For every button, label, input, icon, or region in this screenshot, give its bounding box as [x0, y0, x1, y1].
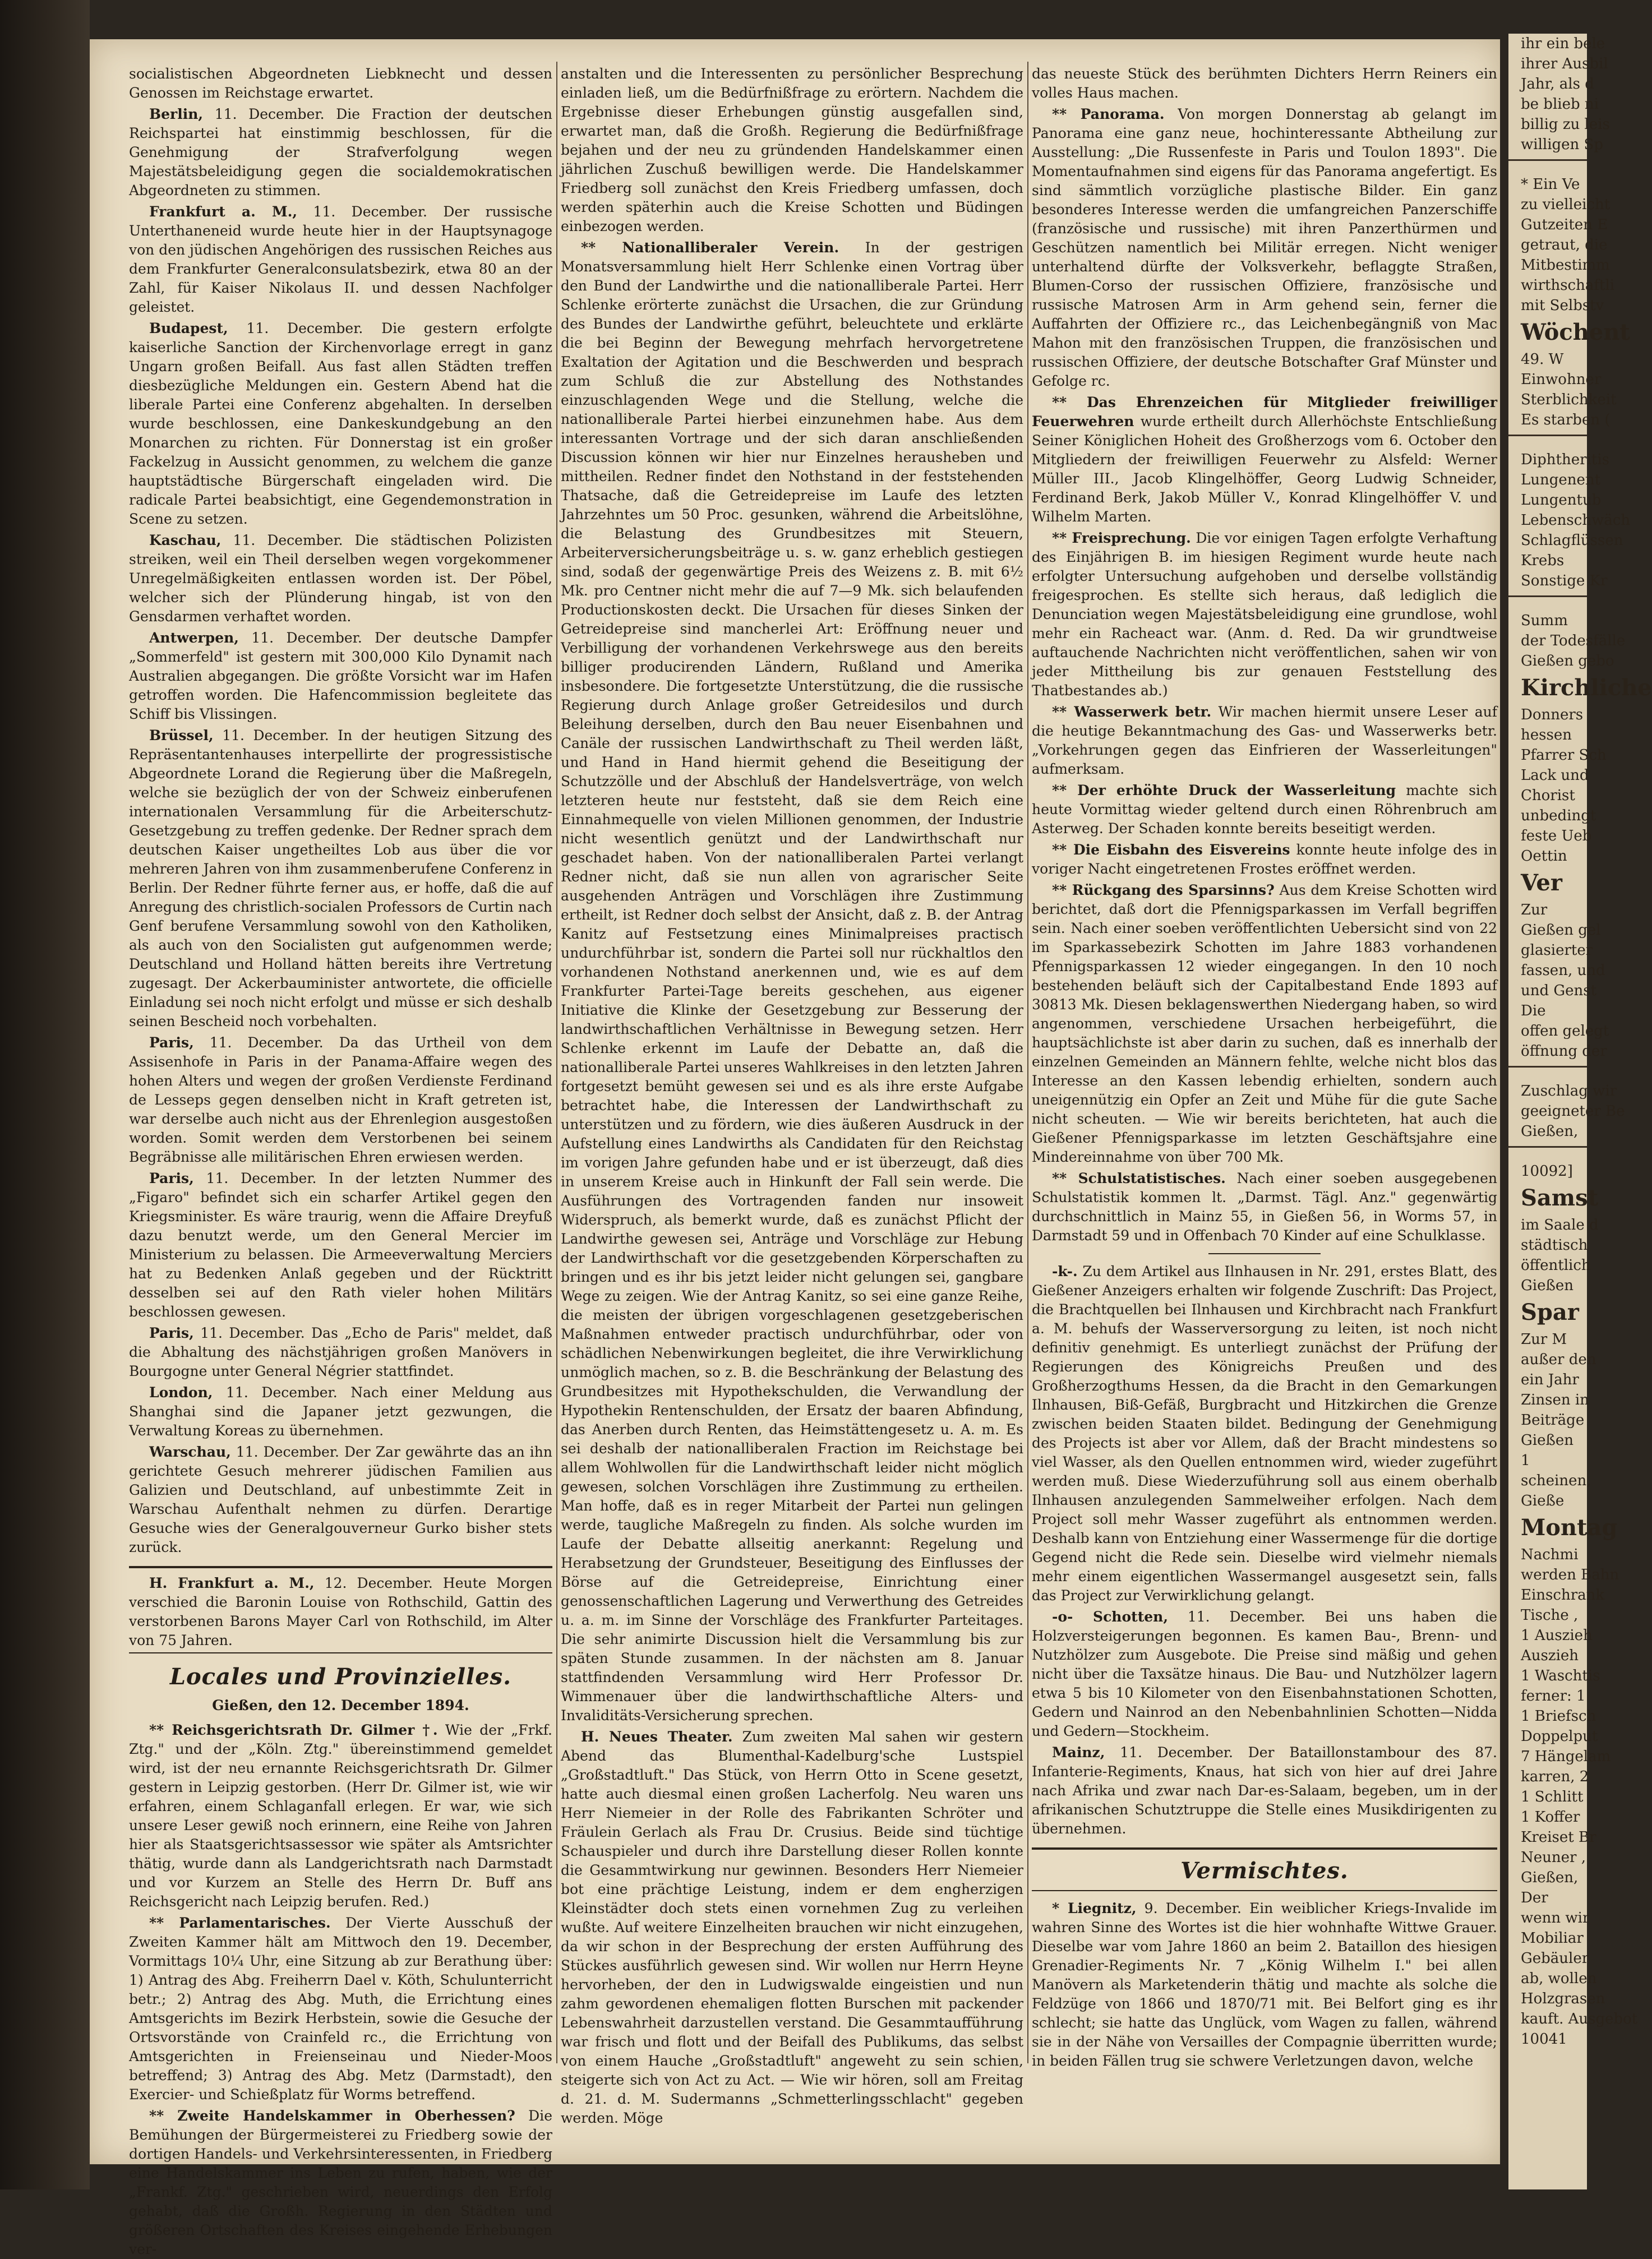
news-item-text: 11. December. Bei uns haben die Holzversteigerungen begonnen. Es kamen Bau-, Brenn- und Nutzhölzer zum Ausgebote. Die Preise sind mäßig und gehen nicht über die Taxsätze hinaus. Die Bau- und Nutzhölzer lagern etwa 5 bis 10 Kilometer von den Eisenbahnstationen Schotten, Gedern und Nainrod an den Nebenbahnlinien Schotten—Nidda und Gedern—Stockheim.: [1032, 1609, 1497, 1739]
news-item-lead: ** Panorama.: [1052, 106, 1165, 122]
news-item-lead: Paris,: [149, 1034, 194, 1051]
news-item-text: Nach einer soeben ausgegebenen Schulstatistik kommen lt. „Darmst. Tägl. Anz." gegenwärtig durchschnittlich in Mainz 55, in Gießen 56, in Worms 57, in Darmstadt 59 und in Offenbach 70 Kinder auf eine Schulklasse.: [1032, 1170, 1497, 1244]
edge-text-fragment: Zur: [1521, 902, 1548, 918]
edge-text-fragment: feste Ueb: [1521, 828, 1592, 844]
news-item-lead: Warschau,: [149, 1444, 231, 1460]
news-item: [129, 1914, 552, 2104]
news-item-text: 12. December. Heute Morgen verschied die Baronin Louise von Rothschild, Gattin des verstorbenen Barons Mayer Carl von Rothschild, im Alter von 75 Jahren.: [129, 1575, 552, 1648]
news-item: [1032, 1262, 1497, 1605]
edge-text-fragment: Schlagflüssen: [1521, 532, 1623, 549]
column-rule: [556, 62, 557, 2063]
edge-text-fragment: Doppelput: [1521, 1728, 1598, 1745]
separator-rule: [1208, 1253, 1321, 1254]
news-item-text: In der gestrigen Monatsversammlung hielt Herr Schlenke einen Vortrag über den Bund der Landwirthe und die nationalliberale Partei. Herr Schlenke erörterte zunächst die Ursachen, die zur Gründung des Bundes der Landwirthe geführt, beleuchtete und erklärte die bei Beginn der Bewegung mehrfach hervorgetretene Exaltation der Agitation und die Beschwerden und besprach zum Schluß die zur Abstellung des Nothstandes einzuschlagenden Wege und die Stellung, welche die nationalliberale Partei hierbei einzunehmen habe. Aus dem interessanten Vortrage und der sich daran anschließenden Discussion können wir hier nur Einzelnes herausheben und mittheilen. Redner findet den Nothstand in der feststehenden Thatsache, daß die Getreidepreise im Laufe des letzten Jahrzehntes um 50 Proc. gesunken, während die Arbeitslöhne, die Belastung des Grundbesitzes mit Steuern, Arbeiterversicherungsbeiträge u. s. w. ganz erheblich gestiegen sind, sodaß der gegenwärtige Preis des Weizens z. B. mit 6½ Mk. pro Centner nicht mehr die auf 7—9 Mk. sich belaufenden Productionskosten deckt. Die Ursachen für dieses Sinken der Getreidepreise sind mancherlei Art: Eröffnung neuer und Verbilligung der vorhandenen Verkehrswege aus den bereits billiger producirenden Ländern, Rußland und Amerika insbesondere. Die fortgesetzte Unterstützung, die die russische Regierung durch Anlage großer Getreidesilos und durch Beleihung derselben, durch den Bau neuer Eisenbahnen und Canäle der russischen Landwirthschaft zu Theil werden läßt, und Hand in Hand hiermit gehend die Beseitigung der Schutzzölle und der Abschluß der Handelsverträge, von welch letzteren heute nur feststeht, daß sie dem Reich eine Einnahmequelle von vielen Millionen genommen, der Industrie nicht wesentlich genützt und der Landwirthschaft nur geschadet haben. Von der nationalliberalen Partei verlangt Redner nicht, daß sie nun allen von agrarischer Seite ausgehenden Anträgen und Vorschlägen ihre Zustimmung ertheilt, ist Redner doch selbst der Ansicht, daß z. B. der Antrag Kanitz auf Festsetzung eines Minimalpreises practisch undurchführbar ist, sondern die Partei soll nur rückhaltlos den vorhandenen Nothstand anerkennen und, wie es auf dem Frankfurter Partei-Tage bereits geschehen, aus eigener Initiative die Klinke der Gesetzgebung zur Besserung der landwirthschaftlichen Verhältnisse in Bewegung setzen. Herr Schlenke erkennt im Laufe der Debatte an, daß die nationalliberale Partei unseres Wahlkreises in den letzten Jahren fortgesetzt bemüht gewesen sei und es als ihre erste Aufgabe betrachtet habe, die Interessen der Landwirthschaft zu unterstützen und zu fördern, wie dies äußeren Ausdruck in der Aufstellung eines Landwirths als Candidaten für den Reichstag im vorigen Jahre gefunden habe und er ist überzeugt, daß dies in unserem Kreise auch in Hinkunft der Fall sein werde. Die Ausführungen des Vortragenden fanden nur insoweit Widerspruch, als bemerkt wurde, daß es zunächst Pflicht der Landwirthe gewesen sei, Anträge und Vorschläge zur Hebung der Landwirthschaft vor die gesetzgebenden Körperschaften zu bringen und es ihr bis jetzt leider nicht gelungen sei, gangbare Wege zu zeigen. Wie der Antrag Kanitz, so sei eine ganze Reihe, die meisten der übrigen vorgeschlagenen gesetzgeberischen Maßnahmen entweder practisch undurchführbar, oder von schädlichen Nebenwirkungen begleitet, die ihre Verwirklichung unmöglich machen, so z. B. die Beschränkung der Belastung des Grundbesitzes mit Hypothekschulden, die Verwandlung der Hypothekin Rentenschulden, der Ersatz der baaren Abfindung, das Anerben durch Renten, das Heimstättengesetz u. A. m. Es sei deshalb der nationalliberalen Fraction im Reichstage bei allem Wohlwollen für die Landwirthschaft leider nicht möglich gewesen, solchen Vorschlägen ihre Zustimmung zu ertheilen. Man hoffe, daß es in reger Mitarbeit der Partei nun gelingen werde, taugliche Maßregeln zu finden. Als solche wurden im Laufe der Debatte allseitig anerkannt: Regelung und Herabsetzung der Grundsteuer, Beseitigung des Einflusses der Börse auf die Getreidepreise, Einrichtung einer genossenschaftlichen Lagerung und Verwerthung des Getreides u. a. m. im Sinne der Vorschläge des Frankfurter Parteitages. Die sehr animirte Discussion hielt die Versammlung bis zur späten Stunde zusammen. In der nächsten am 8. Januar stattfindenden Versammlung wird Herr Professor Dr. Wimmenauer über die landwirthschaftliche Alters- und Invaliditäts-Versicherung sprechen.: [561, 239, 1023, 1724]
edge-text-fragment: Es starben (: [1521, 412, 1611, 428]
news-item: [129, 1383, 552, 1440]
edge-text-fragment: Zuschlag wir: [1521, 1083, 1617, 1100]
column-rule: [1027, 62, 1028, 2063]
news-item-lead: Kaschau,: [149, 532, 222, 548]
news-item-text: 11. December. Nach einer Meldung aus Shanghai sind die Japaner jetzt gezwungen, die Verwaltung Koreas zu übernehmen.: [129, 1384, 552, 1439]
edge-text-fragment: außer den: [1521, 1351, 1596, 1368]
edge-text-fragment: wenn wir: [1521, 1910, 1590, 1927]
edge-text-fragment: billig zu leis: [1521, 116, 1610, 133]
edge-text-fragment: kauft. Ausgebot: [1521, 2011, 1638, 2027]
column-1: [129, 64, 553, 2257]
news-item-lead: * Liegnitz,: [1052, 1900, 1137, 1916]
edge-text-fragment: 1 Schlitt: [1521, 1789, 1584, 1805]
news-item-text: Zu dem Artikel aus Ilnhausen in Nr. 291, erstes Blatt, des Gießener Anzeigers erhalten wir folgende Zuschrift: Das Project, die Brachtquellen bei Ilnhausen und Kirchbracht nach Frankfurt a. M. behufs der Wasserversorgung zu leiten, ist noch nicht definitiv genehmigt. Es unterliegt zunächst der Prüfung der Regierungen des Königreichs Preußen und des Großherzogthums Hessen, da die Bracht in den Gemarkungen Ilnhausen, Biß-Gefäß, Burgbracht und Hitzkirchen die Grenze zwischen beiden Staaten bildet. Bedingung der Genehmigung des Projects ist aber vor Allem, daß der Bracht mindestens so viel Wasser, als den Quellen entnommen wird, wieder zugeführt werden muß. Diese Wiederzuführung soll aus einem oberhalb Ilnhausen anzulegenden Sammelweiher erfolgen. Nach dem Project soll mehr Wasser zugeführt als entnommen werden. Deshalb kann von Entziehung einer Wassermenge für die dortige Gegend nicht die Rede sein. Dieselbe wird vielmehr niemals mehr einem eigentlichen Wassermangel ausgesetzt sein, falls das Project zur Verwirklichung gelangt.: [1032, 1263, 1497, 1604]
edge-text-fragment: Oettin: [1521, 848, 1567, 865]
edge-text-fragment: be blieb ni: [1521, 96, 1599, 113]
edge-text-fragment: Sonstige Kr: [1521, 572, 1608, 589]
edge-text-fragment: Lungentub: [1521, 492, 1602, 509]
edge-text-fragment: hessen: [1521, 727, 1572, 743]
news-item-lead: Berlin,: [149, 106, 204, 122]
edge-text-fragment: städtisch: [1521, 1237, 1588, 1254]
news-item: [129, 1443, 552, 1557]
column-3: [1032, 64, 1497, 2069]
edge-text-fragment: Gießen: [1521, 1432, 1573, 1449]
news-item-text: Die vor einigen Tagen erfolgte Verhaftung des Einjährigen B. im hiesigen Regiment wurde heute nach erfolgter Untersuchung aufgehoben und derselbe vollständig freigesprochen. Es stellte sich heraus, daß lediglich die Denunciation wegen Majestätsbeleidigung eine grundlose, wohl mehr ein Racheact war. (Anm. d. Red. Da wir grundtweise auftauchende Nachrichten nicht veröffentlichen, sahen wir von jeder Mittheilung bis zur genauen Feststellung des Thatbestandes ab.): [1032, 530, 1497, 699]
news-item-lead: -o- Schotten,: [1052, 1609, 1169, 1625]
edge-text-fragment: willigen Sp: [1521, 136, 1604, 153]
news-item: [1032, 781, 1497, 838]
edge-text-fragment: Gießen,: [1521, 1123, 1579, 1140]
news-item-lead: Paris,: [149, 1170, 194, 1186]
edge-text-fragment: scheinen,: [1521, 1472, 1591, 1489]
edge-text-fragment: Auszieh: [1521, 1647, 1579, 1664]
edge-text-fragment: 10092]: [1521, 1163, 1573, 1180]
news-item-text: das neueste Stück des berühmten Dichters Herrn Reiners ein volles Haus machen.: [1032, 66, 1497, 101]
news-item: [129, 1169, 552, 1322]
news-item-lead: ** Zweite Handelskammer in Oberhessen?: [149, 2108, 515, 2124]
news-item: [561, 64, 1023, 236]
news-item-lead: Paris,: [149, 1325, 194, 1341]
news-item: [1032, 1743, 1497, 1838]
edge-text-fragment: Zinsen in: [1521, 1392, 1589, 1408]
edge-text-fragment: Lack und: [1521, 767, 1589, 784]
news-item-text: Aus dem Kreise Schotten wird berichtet, daß dort die Pfennigsparkassen im Verfall begriffen sein. Nach einer soeben veröffentlichten Uebersicht sind von 22 im Sparkassebezirk Schotten im Jahre 1883 vorhandenen Pfennigsparkassen 12 wieder eingegangen. In den 10 noch bestehenden beläuft sich der Capitalbestand Ende 1893 auf 30813 Mk. Diesen beklagenswerthen Niedergang haben, so wird angenommen, verschiedene Ursachen herbeigeführt, die hauptsächlichste ist aber darin zu suchen, daß es innerhalb der einzelnen Gemeinden an Männern fehlte, welche nicht blos das Interesse an den Kassen lebendig erhielten, sondern auch uneigennützig ein Opfer an Zeit und Mühe für die gute Sache nicht scheuten. — Wie wir bereits berichteten, hat auch die Gießener Pfennigsparkasse im letzten Geschäftsjahre eine Mindereinnahme von über 700 Mk.: [1032, 882, 1497, 1165]
news-item: [1032, 529, 1497, 700]
edge-text-fragment: Diphtheritis: [1521, 451, 1609, 468]
news-item: [1032, 840, 1497, 879]
news-item-text: Der Vierte Ausschuß der Zweiten Kammer hält am Mittwoch den 19. December, Vormittags 10¼ Uhr, eine Sitzung ab zur Berathung über: 1) Antrag des Abg. Freiherrn Dael v. Köth, Schulunterricht betr.; 2) Antrag des Abg. Muth, die Errichtung eines Amtsgerichts im Bezirk Herbstein, sowie die Gesuche der Ortsvorstände von Crainfeld rc., die Errichtung von Amtsgerichten in Freienseinau und Nieder-Moos betreffend; 3) Antrag des Abg. Metz (Darmstadt), den Exercier- und Schießplatz für Worms betreffend.: [129, 1915, 552, 2103]
section-rule: [129, 1566, 552, 1568]
news-item-text: Zum zweiten Mal sahen wir gestern Abend das Blumenthal-Kadelburg'sche Lustspiel „Großstadtluft." Das Stück, von Herrn Otto in Scene gesetzt, hatte auch diesmal einen großen Lacherfolg. Neu waren uns Herr Niemeier in der Rolle des Fabrikanten Schröter und Fräulein Gerlach als Frau Dr. Crusius. Beide sind tüchtige Schauspieler und durch ihre Darstellung dieser Rollen konnte die Gesammtwirkung nur gewinnen. Besonders Herr Niemeier bot eine prächtige Leistung, indem er dem engherzigen Kleinstädter doch stets einen vornehmen Zug zu verleihen wußte. Auf weitere Einzelheiten brauchen wir nicht einzugehen, da wir schon in der Besprechung der ersten Aufführung des Stückes ausführlich gewesen sind. Wir wollen nur Herrn Heyne hervorheben, der den in Ludwigswalde eingeistien und nun zahm gewordenen ehemaligen flotten Burschen mit packender Lebenswahrheit darzustellen verstand. Die Gesammtaufführung war frisch und flott und der Beifall des Publikums, das selbst von einem Hauche „Großstadtluft" angeweht zu sein schien, steigerte sich von Act zu Act. — Wie wir hören, soll am Freitag d. 21. d. M. Sudermanns „Schmetterlingsschlacht" gegeben werden. Möge: [561, 1729, 1023, 2126]
section-heading: Vermischtes.: [1180, 1858, 1349, 1884]
news-item: [129, 202, 552, 317]
edge-text-fragment: wirthschaftli: [1521, 277, 1615, 294]
news-item-lead: ** Freisprechung.: [1052, 530, 1191, 546]
edge-text-fragment: 49. W: [1521, 351, 1564, 368]
news-item: [1032, 1899, 1497, 2071]
edge-text-fragment: Gießen gel: [1521, 922, 1601, 939]
edge-text-fragment: öffentlich: [1521, 1257, 1591, 1274]
news-item: [129, 1324, 552, 1381]
edge-text-fragment: Gießen: [1521, 1277, 1573, 1294]
news-item: [129, 319, 552, 529]
edge-text-fragment: 1 Waschtis: [1521, 1667, 1600, 1684]
edge-text-fragment: Lungenent: [1521, 472, 1601, 488]
edge-text-fragment: Chorist: [1521, 787, 1575, 804]
news-item-lead: -k-.: [1052, 1263, 1078, 1279]
edge-text-fragment: Kirchliche: [1521, 675, 1652, 701]
news-item-lead: ** Die Eisbahn des Eisvereins: [1052, 842, 1290, 858]
edge-text-fragment: Donners: [1521, 706, 1584, 723]
news-item-lead: H. Neues Theater.: [581, 1729, 733, 1745]
edge-text-fragment: Tische ,: [1521, 1607, 1579, 1624]
edge-text-fragment: und Genst: [1521, 982, 1597, 999]
news-item-lead: London,: [149, 1384, 213, 1401]
edge-text-fragment: Samst: [1521, 1185, 1599, 1211]
section-rule: [1032, 1847, 1497, 1850]
news-item-text: 11. December. Die städtischen Polizisten streiken, weil ein Theil derselben wegen vorgekommener Unregelmäßigkeiten entlassen worden ist. Der Pöbel, welcher sich der Plünderung hingab, ist von den Gensdarmen verhaftet worden.: [129, 532, 552, 625]
news-item-text: 11. December. In der letzten Nummer des „Figaro" befindet sich ein scharfer Artikel gegen den Kriegsminister. Es wäre traurig, wenn die Affaire Dreyfuß dazu benutzt werde, um den General Mercier im Ministerium zu belassen. Die Armeeverwaltung Merciers hat zu Bedenken Anlaß gegeben und der Rücktritt desselben sei auf den Rath vieler hohen Militärs beschlossen gewesen.: [129, 1170, 552, 1320]
news-item-lead: ** Rückgang des Sparsinns?: [1052, 882, 1275, 898]
news-item: [1032, 703, 1497, 779]
news-item-lead: Budapest,: [149, 320, 228, 336]
edge-text-fragment: im Saale d: [1521, 1217, 1599, 1234]
news-item-text: 11. December. Der deutsche Dampfer „Sommerfeld" ist gestern mit 300,000 Kilo Dynamit nach Australien abgegangen. Die größte Vorsicht war im Hafen getroffen worden. Die Hafencommission begleitete das Schiff bis Vlissingen.: [129, 630, 552, 722]
news-item-lead: Frankfurt a. M.,: [149, 204, 298, 220]
edge-rule: [1508, 1146, 1587, 1161]
edge-text-fragment: Holzgrasen: [1521, 1990, 1605, 2007]
edge-text-fragment: Einschrank: [1521, 1587, 1605, 1604]
edge-text-fragment: geeigneter Be: [1521, 1103, 1625, 1120]
news-item-lead: H. Frankfurt a. M.,: [149, 1575, 315, 1591]
book-binding: [0, 0, 90, 2189]
edge-rule: [1508, 595, 1587, 611]
edge-text-fragment: ab, wollen: [1521, 1970, 1597, 1987]
news-item: [1032, 1169, 1497, 1245]
news-item-text: 9. December. Ein weiblicher Kriegs-Invalide im wahren Sinne des Wortes ist die hier wohnhafte Wittwe Grauer. Dieselbe war vom Jahre 1860 an beim 2. Bataillon des hiesigen Grenadier-Regiments Nr. 7 „König Wilhelm I." bei allen Manövern als Marketenderin thätig und machte als solche die Feldzüge von 1866 und 1870/71 mit. Bei Belfort ging es ihr schlecht; sie hatte das Unglück, vom Wagen zu fallen, während sie in der Nähe von Versailles der Compagnie überritten wurde; in beiden Fällen trug sie schwere Verletzungen davon, welche: [1032, 1900, 1497, 2069]
edge-text-fragment: werden Bahn: [1521, 1567, 1619, 1583]
edge-text-fragment: ihrer Ausbil: [1521, 56, 1608, 72]
edge-text-fragment: Gießen,: [1521, 1869, 1579, 1886]
edge-text-fragment: offen gelegt: [1521, 1023, 1609, 1040]
edge-text-fragment: Krebs: [1521, 552, 1565, 569]
edge-text-fragment: 7 Hängelam: [1521, 1748, 1611, 1765]
edge-text-fragment: Montag: [1521, 1514, 1618, 1541]
edge-text-fragment: Gieße: [1521, 1493, 1565, 1509]
news-item-text: Wie der „Frkf. Ztg." und der „Köln. Ztg." übereinstimmend gemeldet wird, ist der neu ernannte Reichsgerichtsrath Dr. Gilmer gestern in Leipzig gestorben. (Herr Dr. Gilmer ist, wie wir erfahren, einem Schlaganfall erlegen. Er war, wie sich unsere Leser gewiß noch erinnern, eine Reihe von Jahren hier als Staatsgerichtsassessor wie später als Amtsrichter thätig, wurde dann als Landgerichtsrath nach Darmstadt und vor Kurzem an Stelle des Herrn Dr. Buff ans Reichsgericht nach Leipzig berufen. Red.): [129, 1722, 552, 1910]
edge-text-fragment: Lebenschwäch: [1521, 512, 1631, 529]
edge-text-fragment: * Ein Ve: [1521, 176, 1580, 193]
news-item-text: 11. December. Das „Echo de Paris" meldet, daß die Abhaltung des nächstjährigen großen Manövers in Bourgogne unter General Négrier stattfindet.: [129, 1325, 552, 1379]
news-item-lead: Brüssel,: [149, 727, 214, 743]
news-item-lead: Mainz,: [1052, 1744, 1105, 1761]
edge-text-fragment: 1 Auszieh: [1521, 1627, 1593, 1644]
dateline: Gießen, den 12. December 1894.: [212, 1697, 469, 1713]
news-item-text: konnte heute infolge des in voriger Nacht eingetretenen Frostes eröffnet werden.: [1032, 842, 1497, 877]
edge-text-fragment: Kreiset Br: [1521, 1829, 1596, 1846]
edge-text-fragment: Zur M: [1521, 1331, 1567, 1348]
section-rule: [1032, 1890, 1497, 1891]
news-item: [1032, 105, 1497, 391]
edge-text-fragment: Der: [1521, 1890, 1548, 1906]
edge-text-fragment: Gebäuler: [1521, 1950, 1589, 1967]
news-item-lead: ** Der erhöhte Druck der Wasserleitung: [1052, 782, 1396, 798]
news-item: [1032, 393, 1497, 526]
news-item-lead: ** Das Ehrenzeichen für Mitglieder freiwilliger Feuerwehren: [1032, 394, 1497, 429]
edge-text-fragment: Gießen gebo: [1521, 653, 1614, 669]
edge-text-fragment: Summ: [1521, 612, 1568, 629]
edge-rule: [1508, 435, 1587, 450]
news-item-text: Von morgen Donnerstag ab gelangt im Panorama eine ganz neue, hochinteressante Abtheilung zur Ausstellung: „Die Russenfeste in Paris und Toulon 1893". Die Momentaufnahmen sind eigens für das Panorama angefertigt. Es sind sämmtlich vorzügliche plastische Bilder. Ein ganz besonderes Interesse werden die umfangreichen Panzerschiffe (französische und russische) mit ihren Panzerthürmen und Geschützen namentlich bei Militär erregen. Nicht weniger unterhaltend dürfte der Volksverkehr, beflaggte Straßen, Blumen-Corso der russischen Offiziere, französische und russische Matrosen Arm in Arm gehend sein, ferner die Auffahrten der Offiziere rc., das Leichenbegängniß von Mac Mahon mit den französischen Truppen, die französischen und russischen Offiziere, der deutsche Botschafter Graf Münster und Gefolge rc.: [1032, 106, 1497, 389]
news-item: [129, 1721, 552, 1911]
news-item-text: 11. December. Der Zar gewährte das an ihn gerichtete Gesuch mehrerer jüdischen Familien aus Galizien und Deutschland, auf unbestimmte Zeit in Warschau Aufenthalt nehmen zu dürfen. Derartige Gesuche wies der Generalgouverneur Gurko bisher stets zurück.: [129, 1444, 552, 1555]
news-item: [129, 64, 552, 103]
news-item: [1032, 1607, 1497, 1741]
news-item: [129, 1033, 552, 1167]
edge-text-fragment: glasierter: [1521, 942, 1593, 959]
edge-text-fragment: ein Jahr: [1521, 1371, 1579, 1388]
news-item: [1032, 881, 1497, 1167]
edge-text-fragment: Ver: [1521, 870, 1562, 896]
news-item: [561, 1727, 1023, 2128]
edge-text-fragment: ihr ein bele: [1521, 35, 1605, 52]
edge-text-fragment: Einwohner: [1521, 371, 1602, 388]
edge-rule: [1508, 1066, 1587, 1081]
edge-text-fragment: Jahr, als d: [1521, 76, 1594, 93]
edge-text-fragment: getraut, die: [1521, 237, 1608, 253]
news-item-text: 11. December. Die Fraction der deutschen Reichspartei hat einstimmig beschlossen, für die Genehmigung der Strafverfolgung wegen Majestätsbeleidigung gegen die socialdemokratischen Abgeordneten zu stimmen.: [129, 106, 552, 198]
edge-text-fragment: Spar: [1521, 1299, 1579, 1325]
news-item: [1032, 64, 1497, 103]
news-item-text: 11. December. In der heutigen Sitzung des Repräsentantenhauses interpellirte der progressistische Abgeordnete Lorand die Regierung über die Maßregeln, welche sie bezüglich der von der Schweiz einberufenen internationalen Versammlung für die Arbeiterschutz-Gesetzgebung zu treffen gedenke. Der Redner sprach dem deutschen Kaiser ungetheiltes Lob aus über die vor mehreren Jahren von ihm zusammenberufene Conferenz in Berlin. Der Redner führte ferner aus, er hoffe, daß die auf Anregung des christlich-socialen Professors de Curtin nach Genf berufene Versammlung sowohl von den Katholiken, als auch von den Socialisten gut aufgenommen werde; Deutschland und Holland hätten bereits ihre Vertretung zugesagt. Der Ackerbauminister antwortete, die officielle Einladung sei noch nicht erfolgt und müsse er sich deshalb seinen Bescheid noch vorbehalten.: [129, 727, 552, 1029]
edge-text-fragment: 1 Briefsch: [1521, 1708, 1596, 1725]
news-item-text: anstalten und die Interessenten zu persönlicher Besprechung einladen ließ, um die Bedürfnißfrage zu erörtern. Nachdem die Ergebnisse dieser Erhebungen günstig ausgefallen sind, erwartet man, daß die Großh. Regierung die Bedürfnißfrage bejahen und der neu zu gründenden Handelskammer einen jährlichen Zuschuß bewilligen werde. Die Handelskammer Friedberg soll zunächst den Kreis Friedberg umfassen, doch werden späterhin auch die Kreise Schotten und Büdingen einbezogen werden.: [561, 66, 1023, 234]
edge-text-fragment: mit Selbstv: [1521, 297, 1604, 314]
edge-text-fragment: Mitbestimm: [1521, 257, 1610, 274]
edge-rule: [1508, 159, 1587, 174]
news-item-text: 11. December. Der Bataillonstambour des 87. Infanterie-Regiments, Knaus, hat sich von hier auf drei Jahre nach Afrika und zwar nach Dar-es-Salaam, begeben, um in der afrikanischen Schutztruppe die Stelle eines Musikdirigenten zu übernehmen.: [1032, 1744, 1497, 1837]
edge-text-fragment: fassen, und: [1521, 962, 1605, 979]
edge-text-fragment: Beiträge: [1521, 1412, 1585, 1429]
news-item: [129, 726, 552, 1031]
news-item-text: 11. December. Da das Urtheil von dem Assisenhofe in Paris in der Panama-Affaire wegen des hohen Alters und wegen der großen Verdienste Ferdinand de Lesseps gegen denselben nicht in Kraft getreten ist, war derselbe auch nicht aus der Ehrenlegion ausgestoßen worden. Somit werden dem Verstorbenen bei seinem Begräbnisse alle militärischen Ehren erwiesen werden.: [129, 1034, 552, 1165]
edge-text-fragment: unbedingt: [1521, 807, 1596, 824]
news-item: [129, 2106, 552, 2259]
edge-text-fragment: karren, 2: [1521, 1768, 1589, 1785]
news-item-text: socialistischen Abgeordneten Liebknecht und dessen Genossen im Reichstage erwartet.: [129, 66, 552, 101]
edge-text-fragment: Gutzeiten E: [1521, 216, 1608, 233]
section-rule: [129, 1652, 552, 1653]
edge-text-fragment: 1 Koffer: [1521, 1809, 1580, 1826]
news-item-lead: ** Reichsgerichtsrath Dr. Gilmer †.: [149, 1722, 438, 1738]
news-item-text: wurde ertheilt durch Allerhöchste Entschließung Seiner Königlichen Hoheit des Großherzogs vom 6. October den Mitgliedern der freiwilligen Feuerwehr zu Alsfeld: Werner Müller III., Jacob Klingelhöffer, Georg Ludwig Schneider, Ferdinand Berk, Jakob Müller V., Konrad Klingelhöffer V. und Wilhelm Marten.: [1032, 413, 1497, 525]
news-item-text: Wir machen hiermit unsere Leser auf die heutige Bekanntmachung des Gas- und Wasserwerks betr. „Vorkehrungen gegen das Einfrieren der Wasserleitungen" aufmerksam.: [1032, 704, 1497, 777]
news-item-lead: ** Schulstatistisches.: [1052, 1170, 1226, 1186]
edge-text-fragment: ferner: 1: [1521, 1688, 1586, 1704]
edge-text-fragment: Neuner ,: [1521, 1849, 1586, 1866]
edge-text-fragment: zu vielleicht: [1521, 196, 1611, 213]
news-item: [129, 531, 552, 626]
column-2: [561, 64, 1023, 2126]
news-item-lead: ** Nationalliberaler Verein.: [581, 239, 839, 256]
news-item-text: machte sich heute Vormittag wieder geltend durch einen Röhrenbruch am Asterweg. Der Schaden konnte bereits beseitigt werden.: [1032, 782, 1497, 837]
edge-text-fragment: Mobiliar: [1521, 1930, 1584, 1947]
edge-text-fragment: Nachmi: [1521, 1546, 1579, 1563]
news-item-text: Die Bemühungen der Bürgermeisterei zu Friedberg sowie der dortigen Handels- und Verkehrsinteressenten, in Friedberg eine Handelskammer ins Leben zu rufen, haben, wie der „Frankf. Ztg." geschrieben wird, neuerdings den Erfolg gehabt, daß die Großh. Regierung in den Städten und größeren Ortschaften des Kreises eingehende Erhebungen ver-: [129, 2108, 553, 2257]
edge-text-fragment: 10041: [1521, 2031, 1567, 2048]
edge-text-fragment: Wöchent: [1521, 319, 1630, 345]
edge-text-fragment: der Todesfälle: [1521, 632, 1626, 649]
news-item: [129, 1574, 552, 1650]
edge-text-fragment: 1: [1521, 1452, 1530, 1469]
news-item-lead: Antwerpen,: [149, 630, 239, 646]
edge-text-fragment: Sterblichkeit: [1521, 391, 1617, 408]
adjacent-page-edge: [1508, 34, 1652, 2189]
edge-text-fragment: Die: [1521, 1003, 1546, 1019]
news-item: [129, 629, 552, 724]
news-item-text: 11. December. Der russische Unterthaneneid wurde heute hier in der Hauptsynagoge von den jüdischen Angehörigen des russischen Reiches aus dem Frankfurter Generalconsulatsbezirk, etwa 80 an der Zahl, für Kaiser Nikolaus II. und dessen Nachfolger geleistet.: [129, 204, 552, 315]
news-item: [561, 238, 1023, 1725]
section-heading: Locales und Provinzielles.: [169, 1664, 512, 1690]
news-item-lead: ** Wasserwerk betr.: [1052, 704, 1212, 720]
news-item-lead: ** Parlamentarisches.: [149, 1915, 331, 1931]
edge-text-fragment: Pfarrer Sch: [1521, 747, 1607, 764]
news-item: [129, 105, 552, 200]
edge-text-fragment: öffnung der: [1521, 1043, 1607, 1060]
news-item-text: 11. December. Die gestern erfolgte kaiserliche Sanction der Kirchenvorlage erregt in ganz Ungarn großen Beifall. Aus fast allen Städten treffen diesbezügliche Meldungen ein. Gestern Abend hat die liberale Partei eine Conferenz abgehalten. In derselben wurde beschlossen, eine Dankeskundgebung an den Monarchen zu richten. Für Donnerstag ist ein großer Fackelzug in Aussicht genommen, zu welchem die ganze hauptstädtische Bürgerschaft eingeladen wird. Die radicale Partei beabsichtigt, eine Gegendemonstration in Scene zu setzen.: [129, 320, 552, 527]
